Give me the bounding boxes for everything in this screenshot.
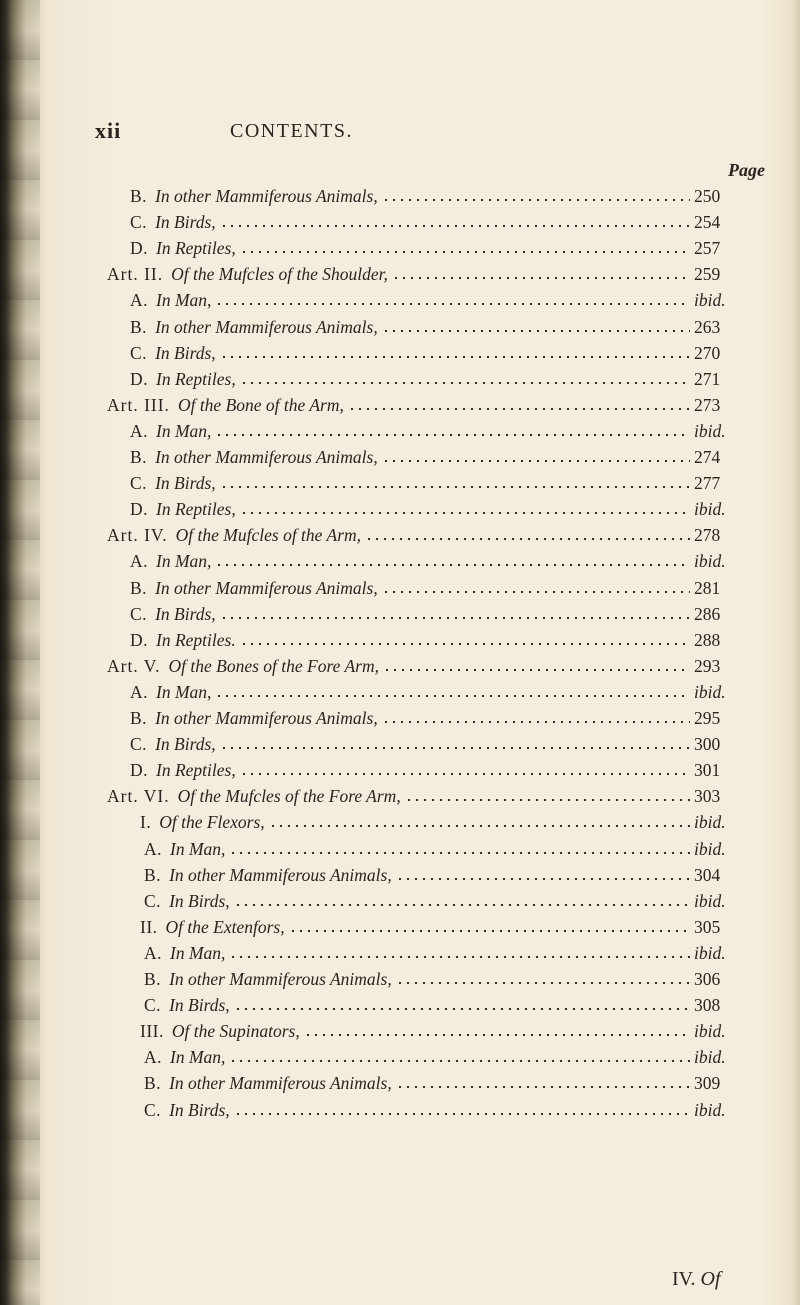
dot-leader: [383, 658, 690, 672]
entry-title: In Man,: [156, 551, 212, 572]
entry-title: In Man,: [156, 681, 212, 702]
contents-entry: [144, 969, 738, 995]
entry-label: D.: [130, 629, 149, 650]
entry-title: In Birds,: [155, 473, 216, 494]
entry-page-number: 301: [694, 760, 721, 781]
contents-entry: [144, 1100, 738, 1126]
entry-title: In Man,: [170, 1047, 226, 1068]
contents-entry: [130, 290, 738, 316]
entry-title: In Reptiles,: [156, 368, 236, 389]
page-header: [95, 118, 655, 148]
contents-entry: [144, 891, 738, 917]
entry-label: III.: [140, 1021, 164, 1042]
contents-entry: [140, 812, 738, 838]
contents-entry: [130, 630, 738, 656]
contents-entry: [107, 264, 738, 290]
entry-page-number: ibid.: [694, 1099, 726, 1120]
entry-page-number: 274: [694, 447, 721, 467]
dot-leader: [392, 266, 690, 280]
entry-label: Art. III.: [107, 394, 170, 415]
entry-label: Art. V.: [107, 655, 161, 676]
entry-page-number: 293: [694, 655, 721, 676]
contents-entry: [130, 421, 738, 447]
entry-label: C.: [144, 1099, 162, 1120]
entry-label: D.: [130, 499, 149, 520]
entry-label: B.: [130, 186, 148, 206]
entry-label: C.: [130, 603, 148, 624]
entry-label: B.: [144, 969, 162, 989]
dot-leader: [229, 841, 690, 855]
dot-leader: [240, 632, 690, 646]
folio-number: xii: [95, 118, 122, 143]
entry-label: D.: [130, 760, 149, 781]
entry-label: B.: [130, 316, 148, 337]
entry-page-number: 257: [694, 238, 721, 259]
dot-leader: [304, 1023, 690, 1037]
entry-page-number: ibid.: [694, 551, 726, 572]
contents-entry: [130, 238, 738, 264]
dot-leader: [220, 475, 690, 489]
entry-label: D.: [130, 368, 149, 389]
dot-leader: [240, 240, 690, 254]
dot-leader: [220, 736, 690, 750]
entry-page-number: 303: [694, 786, 721, 807]
dot-leader: [220, 214, 690, 228]
entry-page-number: ibid.: [694, 681, 726, 702]
contents-entry: [130, 760, 738, 786]
dot-leader: [215, 423, 690, 437]
contents-entry: [144, 1073, 738, 1099]
dot-leader: [382, 188, 690, 202]
dot-leader: [382, 449, 690, 463]
entry-label: D.: [130, 238, 149, 259]
dot-leader: [240, 501, 690, 515]
entry-title: In Man,: [170, 838, 226, 859]
entry-label: A.: [130, 420, 149, 441]
contents-entry: [130, 212, 738, 238]
entry-page-number: 263: [694, 316, 721, 337]
entry-title: In Birds,: [169, 890, 230, 911]
entry-title: In Birds,: [155, 603, 216, 624]
entry-title: In other Mammiferous Animals,: [155, 316, 378, 337]
dot-leader: [220, 345, 690, 359]
dot-leader: [240, 762, 690, 776]
dot-leader: [382, 710, 690, 724]
entry-page-number: 278: [694, 525, 721, 546]
contents-entry: [107, 525, 738, 551]
entry-title: In Birds,: [169, 995, 230, 1016]
entry-page-number: 305: [694, 916, 721, 937]
entry-label: Art. II.: [107, 264, 164, 285]
contents-entry: [130, 186, 738, 212]
entry-page-number: ibid.: [694, 1021, 726, 1042]
entry-label: A.: [144, 1047, 163, 1068]
entry-page-number: 277: [694, 473, 721, 494]
entry-label: A.: [130, 290, 149, 311]
catchword-italic: Of: [700, 1268, 721, 1290]
entry-title: In Birds,: [155, 342, 216, 363]
entry-title: In Birds,: [155, 734, 216, 755]
entry-title: In Man,: [156, 420, 212, 441]
entry-title: In Reptiles.: [156, 629, 236, 650]
entry-page-number: ibid.: [694, 838, 726, 859]
entry-page-number: ibid.: [694, 499, 726, 520]
contents-entry: [144, 865, 738, 891]
dot-leader: [234, 893, 690, 907]
entry-title: In other Mammiferous Animals,: [155, 186, 378, 206]
entry-page-number: 304: [694, 864, 721, 885]
page-column-label: Page: [728, 160, 765, 180]
entry-title: In other Mammiferous Animals,: [155, 708, 378, 728]
running-title: CONTENTS.: [230, 120, 353, 142]
contents-entry: [130, 551, 738, 577]
entry-label: A.: [144, 942, 163, 963]
contents-entry: [130, 682, 738, 708]
dot-leader: [382, 580, 690, 594]
entry-label: B.: [130, 708, 148, 728]
contents-entry: [140, 1021, 738, 1047]
entry-label: II.: [140, 916, 158, 937]
entry-page-number: ibid.: [694, 890, 726, 911]
entry-page-number: ibid.: [694, 812, 726, 833]
contents-entry: [130, 734, 738, 760]
entry-page-number: 308: [694, 995, 721, 1016]
entry-page-number: 250: [694, 186, 721, 206]
contents-entry: [144, 995, 738, 1021]
entry-page-number: 309: [694, 1073, 721, 1094]
entry-title: In other Mammiferous Animals,: [155, 577, 378, 598]
entry-label: A.: [144, 838, 163, 859]
entry-title: In other Mammiferous Animals,: [169, 1073, 392, 1094]
entry-title: In Man,: [156, 290, 212, 311]
contents-entry: [107, 786, 738, 812]
entry-page-number: 281: [694, 577, 721, 598]
dot-leader: [396, 1075, 690, 1089]
entry-title: In other Mammiferous Animals,: [155, 447, 378, 467]
entry-label: I.: [140, 812, 152, 833]
entry-label: B.: [130, 447, 148, 467]
entry-title: Of the Flexors,: [159, 812, 265, 833]
entry-label: B.: [144, 1073, 162, 1094]
dot-leader: [382, 319, 690, 333]
entry-title: Of the Bones of the Fore Arm,: [168, 655, 379, 676]
entry-label: B.: [144, 864, 162, 885]
entry-title: Of the Bone of the Arm,: [177, 394, 344, 415]
entry-page-number: 300: [694, 734, 721, 755]
entry-page-number: 295: [694, 708, 721, 728]
contents-entry: [130, 473, 738, 499]
entry-page-number: 259: [694, 264, 721, 285]
dot-leader: [220, 606, 690, 620]
entry-page-number: 286: [694, 603, 721, 624]
contents-entry: [130, 447, 738, 473]
dot-leader: [234, 1102, 690, 1116]
dot-leader: [229, 945, 690, 959]
entry-title: Of the Mufcles of the Shoulder,: [171, 264, 388, 285]
entry-label: C.: [130, 342, 148, 363]
contents-entry: [130, 343, 738, 369]
entry-label: A.: [130, 681, 149, 702]
dot-leader: [269, 814, 690, 828]
entry-title: In other Mammiferous Animals,: [169, 864, 392, 885]
entry-page-number: ibid.: [694, 942, 726, 963]
contents-entry: [144, 943, 738, 969]
entry-label: A.: [130, 551, 149, 572]
catchword: [672, 1268, 721, 1291]
entry-title: In Reptiles,: [156, 238, 236, 259]
contents-entry: [107, 395, 738, 421]
dot-leader: [396, 971, 690, 985]
entry-page-number: 254: [694, 212, 721, 233]
contents-entry: [130, 604, 738, 630]
entry-label: C.: [130, 734, 148, 755]
dot-leader: [405, 788, 690, 802]
dot-leader: [234, 997, 690, 1011]
entry-title: In other Mammiferous Animals,: [169, 969, 392, 989]
entry-title: In Reptiles,: [156, 499, 236, 520]
entry-page-number: ibid.: [694, 420, 726, 441]
entry-title: In Reptiles,: [156, 760, 236, 781]
entry-label: C.: [130, 473, 148, 494]
dot-leader: [215, 292, 690, 306]
entry-title: In Birds,: [155, 212, 216, 233]
contents-entry: [144, 839, 738, 865]
entry-page-number: ibid.: [694, 1047, 726, 1068]
dot-leader: [229, 1049, 690, 1063]
entry-label: Art. IV.: [107, 525, 168, 546]
entry-label: C.: [144, 890, 162, 911]
contents-entry: [130, 317, 738, 343]
dot-leader: [348, 397, 690, 411]
contents-entry: [130, 578, 738, 604]
contents-entry: [107, 656, 738, 682]
contents-entry: [140, 917, 738, 943]
entry-page-number: 270: [694, 342, 721, 363]
dot-leader: [289, 919, 690, 933]
dot-leader: [215, 553, 690, 567]
entry-label: Art. VI.: [107, 786, 170, 807]
entry-label: C.: [144, 995, 162, 1016]
entry-page-number: 306: [694, 969, 721, 989]
entry-label: B.: [130, 577, 148, 598]
entry-title: In Birds,: [169, 1099, 230, 1120]
entry-title: Of the Extenfors,: [165, 916, 285, 937]
entry-page-number: 273: [694, 394, 721, 415]
entry-page-number: 271: [694, 368, 721, 389]
entry-label: C.: [130, 212, 148, 233]
catchword-roman: IV.: [672, 1268, 696, 1290]
entry-page-number: 288: [694, 629, 721, 650]
dot-leader: [365, 527, 690, 541]
contents-entry: [130, 369, 738, 395]
entry-title: Of the Mufcles of the Arm,: [175, 525, 362, 546]
entry-title: In Man,: [170, 942, 226, 963]
binding-shadow: [0, 0, 40, 1305]
contents-entry: [130, 708, 738, 734]
entry-title: Of the Supinators,: [171, 1021, 300, 1042]
dot-leader: [396, 867, 690, 881]
dot-leader: [215, 684, 690, 698]
contents-entry: [130, 499, 738, 525]
entry-page-number: ibid.: [694, 290, 726, 311]
contents-entry: [144, 1047, 738, 1073]
dot-leader: [240, 371, 690, 385]
entry-title: Of the Mufcles of the Fore Arm,: [177, 786, 401, 807]
